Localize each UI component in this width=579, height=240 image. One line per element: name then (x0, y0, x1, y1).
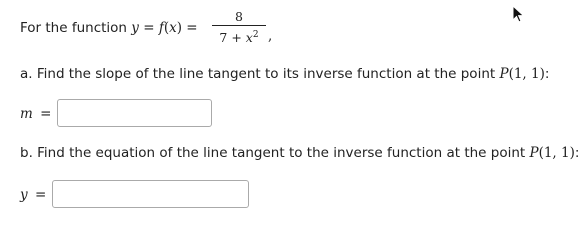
part-b-point-name: P (529, 145, 539, 161)
denominator-constant: 7 + (219, 30, 246, 46)
mouse-pointer-icon (512, 5, 526, 27)
part-b-text: b. Find the equation of the line tangent to the inverse function at the point (20, 145, 530, 161)
paren-open: ( (163, 20, 170, 36)
lhs-variable: y (131, 20, 139, 36)
part-a-answer-label (20, 106, 51, 122)
part-b-point-coords: (1, 1) (538, 145, 575, 161)
slope-variable: m (20, 106, 33, 122)
function-fraction (212, 9, 266, 45)
function-statement (20, 20, 198, 36)
equals-sign-2: = (182, 20, 198, 36)
fraction-bar (212, 25, 266, 26)
equation-equals: = (34, 187, 47, 203)
equation-variable: y (20, 187, 28, 203)
slope-equals: = (40, 106, 52, 122)
part-a-point-name: P (499, 66, 509, 82)
part-a-text: a. Find the slope of the line tangent to its inverse function at the point (20, 66, 500, 82)
denominator-exponent: 2 (252, 30, 259, 40)
part-b-suffix: : (574, 145, 579, 161)
trailing-comma: , (268, 28, 273, 44)
equation-answer-input[interactable] (52, 180, 249, 208)
part-b-question (20, 145, 579, 161)
part-a-question (20, 66, 549, 82)
part-a-suffix: : (544, 66, 550, 82)
part-b-answer-label (20, 187, 46, 203)
part-a-point-coords: (1, 1) (508, 66, 545, 82)
function-name: f (158, 20, 164, 36)
fraction-denominator (212, 28, 266, 45)
intro-prefix: For the function (20, 20, 132, 36)
denominator-variable: x (245, 30, 253, 46)
slope-answer-input[interactable] (57, 99, 212, 127)
fraction-numerator: 8 (235, 9, 243, 24)
function-argument: x (169, 20, 177, 36)
equals-sign: = (138, 20, 159, 36)
paren-close: ) (176, 20, 183, 36)
